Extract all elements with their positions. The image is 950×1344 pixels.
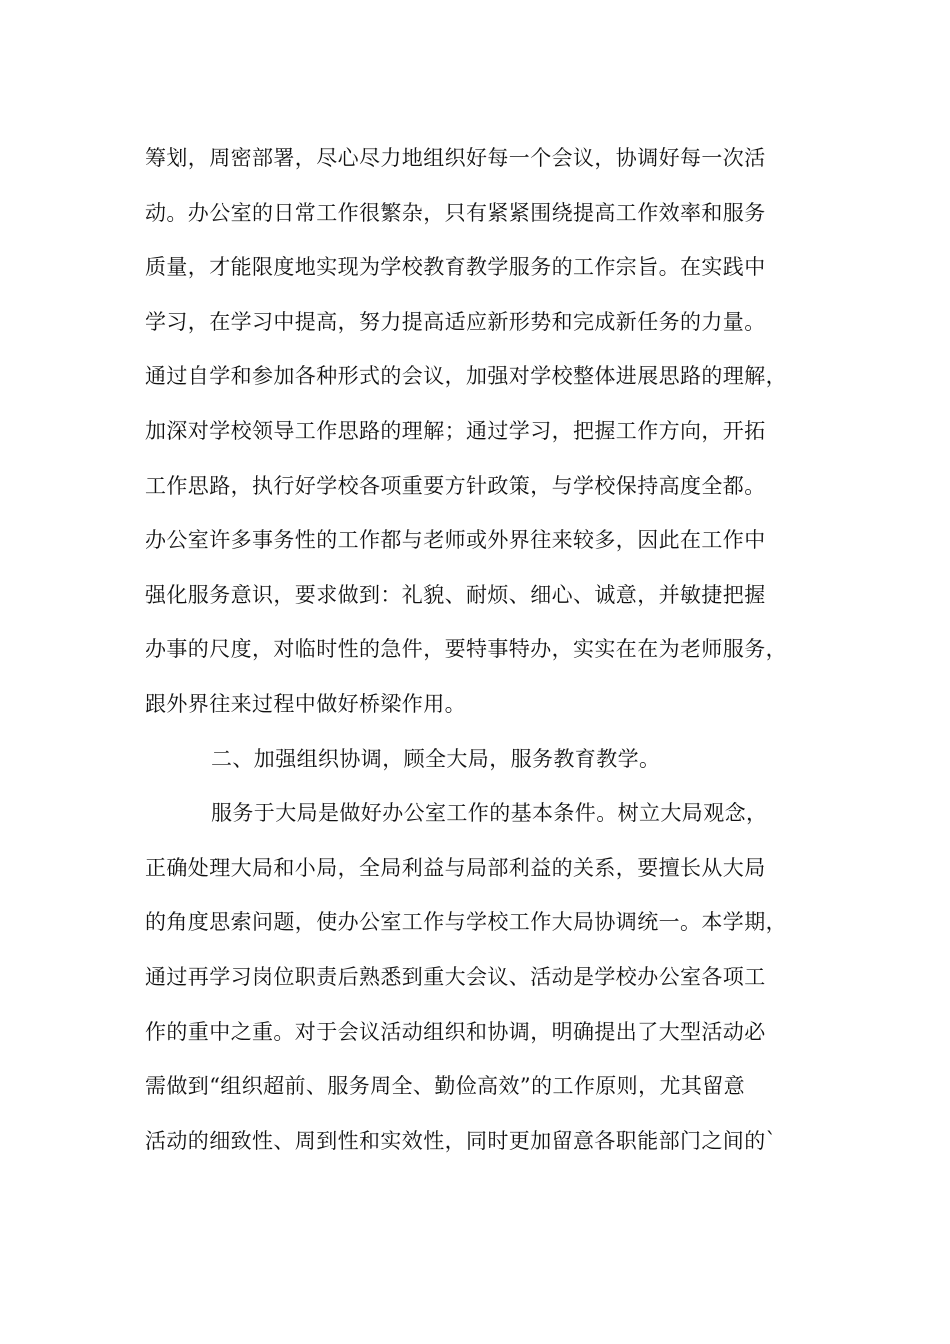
text-line-7: 工作思路，执行好学校各项重要方针政策，与学校保持高度全都。 <box>145 473 766 498</box>
text-line-5: 通过自学和参加各种形式的会议，加强对学校整体进展思路的理解， <box>145 364 787 389</box>
text-line-6: 加深对学校领导工作思路的理解；通过学习，把握工作方向，开拓 <box>145 418 766 443</box>
text-line-13: 服务于大局是做好办公室工作的基本条件。树立大局观念， <box>211 801 768 826</box>
text-line-2: 动。办公室的日常工作很繁杂，只有紧紧围绕提高工作效率和服务 <box>145 200 766 225</box>
text-line-9: 强化服务意识，要求做到：礼貌、耐烦、细心、诚意，并敏捷把握 <box>145 582 766 607</box>
section-heading: 二、加强组织协调，顾全大局，服务教育教学。 <box>211 746 661 771</box>
text-line-18: 需做到“组织超前、服务周全、勤俭高效”的工作原则，尤其留意 <box>145 1074 746 1099</box>
text-line-4: 学习，在学习中提高，努力提高适应新形势和完成新任务的力量。 <box>145 309 766 334</box>
text-line-15: 的角度思索问题，使办公室工作与学校工作大局协调统一。本学期， <box>145 910 787 935</box>
text-line-1: 筹划，周密部署，尽心尽力地组织好每一个会议，协调好每一次活 <box>145 146 766 170</box>
text-line-3: 质量，才能限度地实现为学校教育教学服务的工作宗旨。在实践中 <box>145 255 766 280</box>
document-body <box>145 131 835 1168</box>
text-line-10: 办事的尺度，对临时性的急件，要特事特办，实实在在为老师服务， <box>145 637 787 662</box>
text-line-8: 办公室许多事务性的工作都与老师或外界往来较多，因此在工作中 <box>145 528 766 553</box>
text-line-16: 通过再学习岗位职责后熟悉到重大会议、活动是学校办公室各项工 <box>145 964 766 989</box>
text-line-14: 正确处理大局和小局，全局利益与局部利益的关系，要擅长从大局 <box>145 855 766 880</box>
text-line-17: 作的重中之重。对于会议活动组织和协调，明确提出了大型活动必 <box>145 1019 766 1044</box>
text-line-19: 活动的细致性、周到性和实效性，同时更加留意各职能部门之间的` <box>145 1128 777 1153</box>
text-line-11: 跟外界往来过程中做好桥梁作用。 <box>145 691 466 716</box>
